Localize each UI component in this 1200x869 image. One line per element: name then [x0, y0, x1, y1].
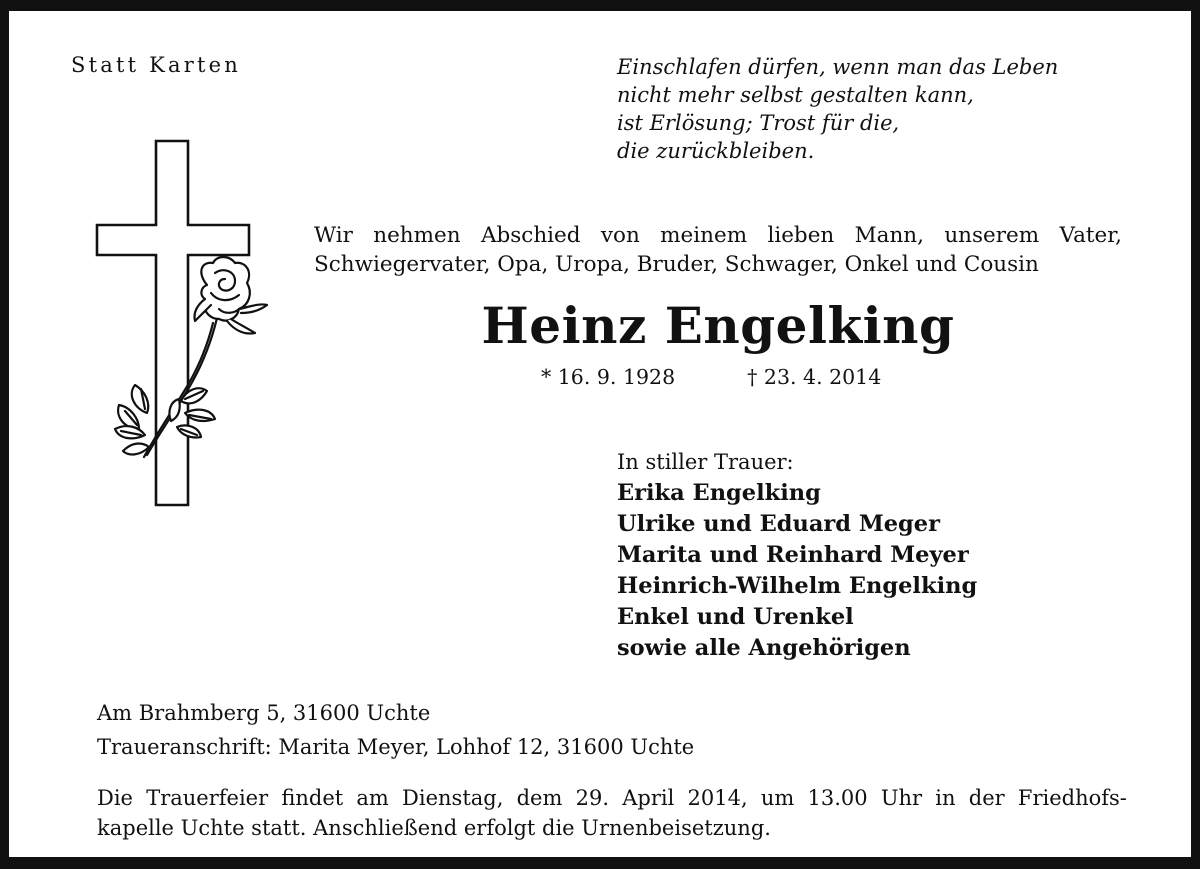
verse-line: ist Erlösung; Trost für die, — [617, 111, 900, 135]
verse-line: Einschlafen dürfen, wenn man das Leben — [617, 55, 1059, 79]
verse-line: die zurückbleiben. — [617, 139, 815, 163]
mourner-name: Marita und Reinhard Meyer — [617, 542, 969, 568]
rose-icon — [115, 257, 267, 457]
word: der — [968, 786, 1005, 810]
word: Wir — [314, 223, 353, 248]
word: in — [935, 786, 956, 810]
statt-karten-label: Statt Karten — [71, 53, 241, 77]
verse-line: nicht mehr selbst gestalten kann, — [617, 83, 974, 107]
word: 2014, — [687, 786, 748, 810]
word: Abschied — [480, 223, 581, 248]
word: um — [760, 786, 795, 810]
word: Mann, — [854, 223, 924, 248]
word: 13.00 — [807, 786, 868, 810]
mourner-name: Erika Engelking — [617, 480, 821, 506]
word: unserem — [944, 223, 1040, 248]
word: am — [356, 786, 389, 810]
addresses — [97, 696, 694, 764]
notice-line-2: kapelle Uchte statt. Anschließend erfolgt die Urnenbeisetzung. — [97, 816, 771, 840]
birth-date: * 16. 9. 1928 — [541, 365, 676, 389]
mourners-lead: In stiller Trauer: — [617, 450, 794, 474]
word: meinem — [660, 223, 748, 248]
cross-icon — [89, 133, 279, 513]
word: findet — [281, 786, 344, 810]
mourning-address: Traueranschrift: Marita Meyer, Lohhof 12, 31600 Uchte — [97, 735, 695, 759]
word: nehmen — [373, 223, 461, 248]
word: Vater, — [1059, 223, 1122, 248]
word: 29. — [575, 786, 610, 810]
farewell-text — [314, 221, 1122, 279]
mourner-name: Enkel und Urenkel — [617, 604, 854, 630]
notice-line-1 — [97, 783, 1127, 813]
death-date: † 23. 4. 2014 — [747, 365, 882, 389]
deceased-name: Heinz Engelking — [481, 296, 955, 355]
word: Uhr — [880, 786, 923, 810]
mourner-name: sowie alle Angehörigen — [617, 635, 911, 661]
word: Friedhofs- — [1017, 786, 1127, 810]
word: Trauerfeier — [146, 786, 269, 810]
funeral-notice — [97, 783, 1127, 843]
word: lieben — [767, 223, 835, 248]
word: Die — [97, 786, 133, 810]
home-address: Am Brahmberg 5, 31600 Uchte — [97, 701, 431, 725]
word: Dienstag, — [402, 786, 504, 810]
mourner-name: Ulrike und Eduard Meger — [617, 511, 940, 537]
word: April — [622, 786, 675, 810]
word: von — [600, 223, 640, 248]
mourners-block — [617, 447, 977, 664]
farewell-line-1 — [314, 221, 1122, 250]
farewell-line-2: Schwiegervater, Opa, Uropa, Bruder, Schwager, Onkel und Cousin — [314, 252, 1039, 277]
verse — [617, 53, 1137, 165]
mourner-name: Heinrich-Wilhelm Engelking — [617, 573, 978, 599]
word: dem — [516, 786, 563, 810]
life-dates — [541, 365, 881, 389]
